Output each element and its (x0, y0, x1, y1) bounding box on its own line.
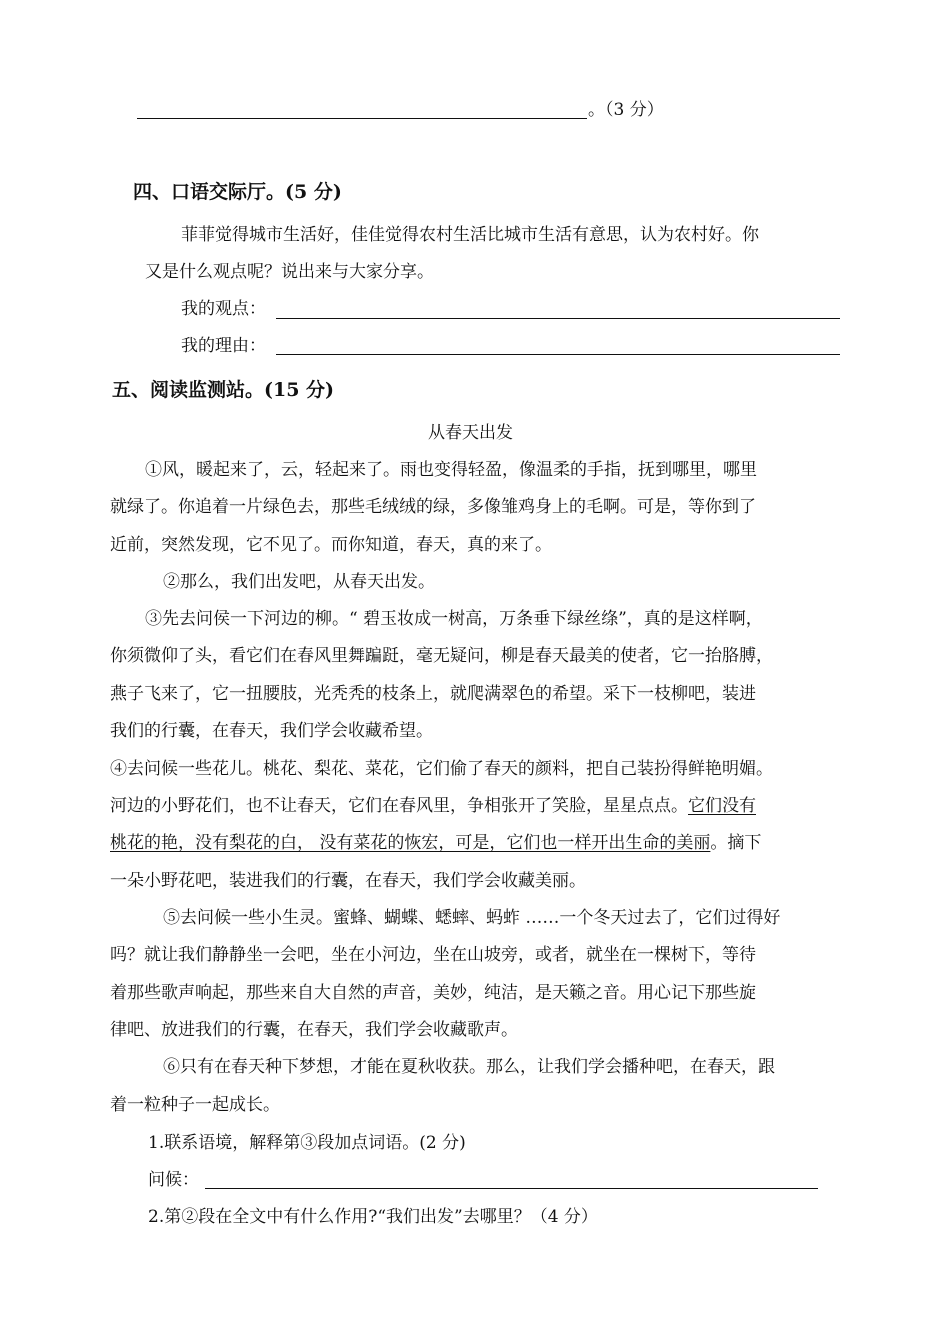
p4-line2-text: 河边的小野花们，也不让春天，它们在春风里，争相张开了笑脸，星星点点。 (110, 796, 688, 816)
p5-line1: ⑤去问候一些小生灵。蜜蜂、蝴蝶、蟋蟀、蚂蚱 ……一个冬天过去了，它们过得好 (163, 908, 781, 928)
question-1-answer-line[interactable] (205, 1188, 818, 1189)
reason-label: 我的理由： (181, 336, 266, 356)
p3-line4: 我们的行囊，在春天，我们学会收藏希望。 (110, 721, 433, 741)
reason-answer-line[interactable] (276, 354, 840, 355)
section4-prompt-line1: 菲菲觉得城市生活好，佳佳觉得农村生活比城市生活有意思，认为农村好。你 (181, 225, 759, 245)
p6-line2: 着一粒种子一起成长。 (110, 1095, 280, 1115)
p2-line1: ②那么，我们出发吧，从春天出发。 (163, 572, 435, 592)
p5-line3: 着那些歌声响起，那些来自大自然的声音，美妙，纯洁，是天籁之音。用心记下那些旋 (110, 983, 756, 1003)
question-1-label: 问候： (148, 1170, 199, 1190)
p3-line2: 你须微仰了头，看它们在春风里舞蹁跹，毫无疑问，柳是春天最美的使者，它一抬胳膊， (110, 646, 773, 666)
p5-line4: 律吧、放进我们的行囊，在春天，我们学会收藏歌声。 (110, 1020, 518, 1040)
section4-heading: 四、口语交际厅。(5 分) (133, 181, 342, 203)
score-label-top: 。（3 分） (588, 100, 664, 120)
p4-line1: ④去问候一些花儿。桃花、梨花、菜花，它们偷了春天的颜料，把自己装扮得鲜艳明媚。 (110, 759, 773, 779)
opinion-label: 我的观点： (181, 299, 266, 319)
passage-title: 从春天出发 (428, 423, 513, 443)
section5-heading: 五、阅读监测站。(15 分) (112, 379, 335, 401)
question-1: 1.联系语境，解释第③段加点词语。(2 分) (148, 1133, 466, 1153)
p4-line2 (110, 796, 756, 816)
p3-line3: 燕子飞来了，它一扭腰肢，光秃秃的枝条上，就爬满翠色的希望。采下一枝柳吧，装进 (110, 684, 756, 704)
opinion-answer-line[interactable] (276, 318, 840, 319)
p1-line1: ①风，暖起来了，云，轻起来了。雨也变得轻盈，像温柔的手指，抚到哪里，哪里 (145, 460, 757, 480)
p4-underlined-start: 它们没有 (688, 796, 756, 816)
question-2: 2.第②段在全文中有什么作用?“我们出发”去哪里？（4 分） (148, 1207, 598, 1227)
p4-line3 (110, 833, 761, 853)
section4-prompt-line2: 又是什么观点呢？说出来与大家分享。 (145, 262, 434, 282)
p4-line4: 一朵小野花吧，装进我们的行囊，在春天，我们学会收藏美丽。 (110, 871, 586, 891)
answer-line-top[interactable] (137, 118, 587, 119)
p6-line1: ⑥只有在春天种下梦想，才能在夏秋收获。那么，让我们学会播种吧，在春天，跟 (163, 1057, 775, 1077)
p5-line2: 吗？就让我们静静坐一会吧，坐在小河边，坐在山坡旁，或者，就坐在一棵树下，等待 (110, 945, 756, 965)
p4-line3-tail: 。摘下 (710, 833, 762, 853)
p3-line1: ③先去问侯一下河边的柳。“ 碧玉妆成一树高，万条垂下绿丝绦”，真的是这样啊， (145, 609, 763, 629)
p1-line2: 就绿了。你追着一片绿色去，那些毛绒绒的绿，多像雏鸡身上的毛啊。可是，等你到了 (110, 497, 756, 517)
p1-line3: 近前，突然发现，它不见了。而你知道，春天，真的来了。 (110, 535, 552, 555)
p4-underlined-sentence: 桃花的艳，没有梨花的白， 没有菜花的恢宏，可是，它们也一样开出生命的美丽 (110, 833, 711, 853)
